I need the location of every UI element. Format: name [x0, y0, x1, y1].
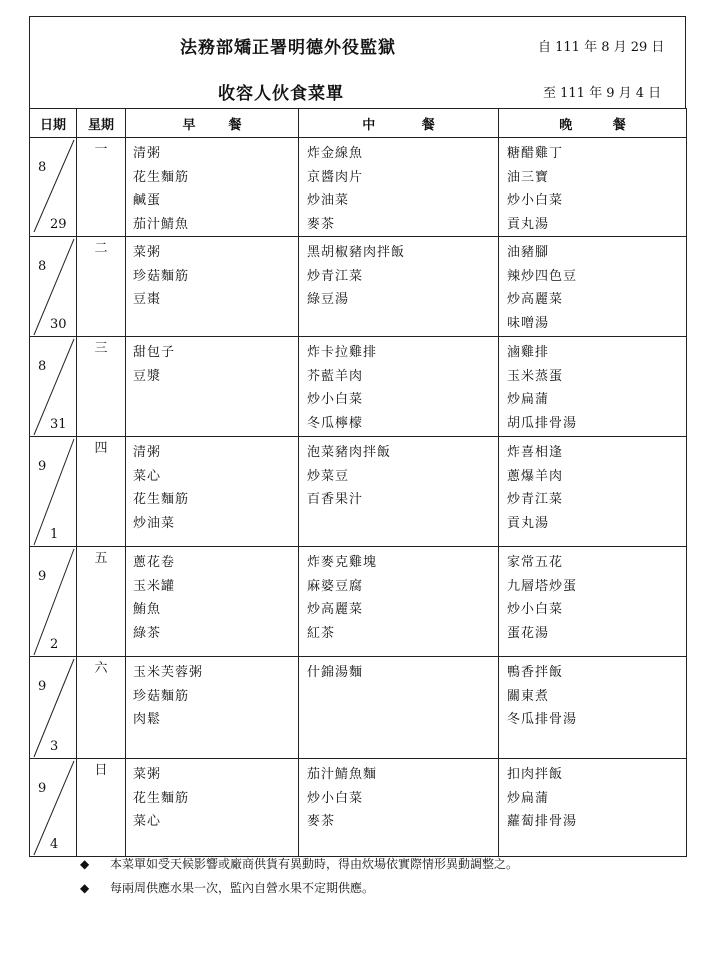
dish-item: 肉鬆: [133, 712, 162, 727]
date-month: 8: [38, 359, 47, 374]
col-lunch-header: [299, 109, 499, 138]
dish-item: 泡菜豬肉拌飯: [307, 445, 392, 460]
breakfast-cell: [126, 547, 299, 657]
date-cell: [30, 657, 77, 759]
weekday-cell: [77, 759, 126, 857]
weekday-cell: [77, 337, 126, 437]
dish-item: 炒高麗菜: [307, 602, 364, 617]
date-range-to: 至 111 年 9 月 4 日: [543, 86, 662, 101]
dish-item: 冬瓜檸檬: [307, 415, 364, 431]
breakfast-cell: [126, 437, 299, 547]
lunch-cell: [299, 237, 499, 337]
breakfast-header-char-1: 早: [182, 117, 196, 133]
date-day: 31: [50, 417, 67, 432]
dish-item: 炸卡拉雞排: [307, 345, 378, 360]
dinner-cell: [499, 237, 687, 337]
notes: [80, 852, 518, 900]
date-cell: [30, 437, 77, 547]
dish-item: 蘿蔔排骨湯: [507, 814, 578, 829]
lunch-cell: [299, 337, 499, 437]
dish-item: 貢丸湯: [507, 515, 550, 531]
day-row: [30, 138, 687, 237]
dish-item: 什錦湯麵: [307, 665, 364, 680]
dish-item: 綠茶: [133, 625, 162, 641]
date-day: 2: [50, 637, 59, 652]
dish-item: 炒高麗菜: [507, 292, 564, 307]
dinner-cell: [499, 437, 687, 547]
dish-item: 炒小白菜: [307, 790, 364, 806]
breakfast-cell: [126, 138, 299, 237]
dish-item: 蔥爆羊肉: [507, 468, 564, 484]
dish-item: 炸金線魚: [307, 146, 364, 161]
dish-item: 菜心: [133, 468, 162, 484]
col-breakfast-header: [126, 109, 299, 138]
dish-item: 糖醋雞丁: [507, 146, 564, 161]
weekday-cell: [77, 237, 126, 337]
dish-item: 炒青江菜: [507, 492, 564, 507]
dinner-cell: [499, 657, 687, 759]
dish-item: 京醬肉片: [307, 169, 364, 185]
weekday-cell: [77, 657, 126, 759]
dish-item: 綠豆湯: [307, 292, 350, 307]
dish-item: 玉米罐: [133, 578, 176, 594]
weekday-label: 三: [94, 341, 108, 356]
dish-item: 味噌湯: [507, 315, 550, 331]
breakfast-cell: [126, 237, 299, 337]
date-day: 3: [50, 739, 59, 754]
dinner-header-char-1: 晚: [559, 117, 573, 133]
dish-item: 麥茶: [307, 814, 336, 829]
dinner-cell: [499, 759, 687, 857]
date-month: 9: [38, 459, 47, 474]
dish-item: 蛋花湯: [507, 625, 550, 641]
note-item: [80, 876, 518, 900]
dish-item: 鹹蛋: [133, 193, 162, 208]
dish-item: 豆漿: [133, 368, 162, 384]
dish-item: 九層塔炒蛋: [507, 578, 578, 594]
date-cell: [30, 337, 77, 437]
dish-item: 炒油菜: [133, 515, 176, 531]
day-row: [30, 547, 687, 657]
dinner-header-char-2: 餐: [612, 117, 626, 133]
weekday-cell: [77, 138, 126, 237]
weekday-cell: [77, 437, 126, 547]
institution-title: 法務部矯正署明德外役監獄: [180, 38, 396, 58]
dinner-cell: [499, 337, 687, 437]
lunch-cell: [299, 547, 499, 657]
date-cell: [30, 237, 77, 337]
breakfast-cell: [126, 337, 299, 437]
dish-item: 紅茶: [307, 625, 336, 641]
dish-item: 麻婆豆腐: [307, 578, 364, 594]
dish-item: 炸喜相逢: [507, 445, 564, 460]
lunch-cell: [299, 138, 499, 237]
dinner-cell: [499, 547, 687, 657]
date-cell: [30, 759, 77, 857]
diamond-bullet-icon: ◆: [80, 857, 90, 871]
dish-item: 關東煮: [507, 688, 550, 704]
dish-item: 炒小白菜: [507, 602, 564, 617]
date-month: 9: [38, 569, 47, 584]
lunch-header-char-1: 中: [362, 117, 376, 133]
dish-item: 芥藍羊肉: [307, 368, 364, 384]
date-cell: [30, 138, 77, 237]
menu-header: [29, 16, 686, 108]
dish-item: 炒扁蒲: [507, 790, 550, 806]
lunch-cell: [299, 657, 499, 759]
dish-item: 蔥花卷: [133, 555, 176, 570]
date-day: 29: [50, 217, 67, 232]
dish-item: 甜包子: [133, 345, 176, 360]
date-month: 9: [38, 781, 47, 796]
dish-item: 珍菇麵筋: [133, 268, 190, 284]
day-row: [30, 657, 687, 759]
lunch-cell: [299, 759, 499, 857]
date-month: 9: [38, 679, 47, 694]
dish-item: 玉米芙蓉粥: [133, 665, 204, 680]
dish-item: 貢丸湯: [507, 216, 550, 232]
dish-item: 炸麥克雞塊: [307, 555, 378, 570]
dish-item: 冬瓜排骨湯: [507, 712, 578, 727]
col-dinner-header: [499, 109, 687, 138]
dish-item: 花生麵筋: [133, 169, 190, 185]
breakfast-cell: [126, 759, 299, 857]
weekday-label: 四: [94, 441, 108, 456]
date-range-from: 自 111 年 8 月 29 日: [538, 40, 665, 55]
dish-item: 家常五花: [507, 555, 564, 570]
date-day: 1: [50, 527, 59, 542]
menu-body: [30, 138, 687, 857]
dish-item: 玉米蒸蛋: [507, 368, 564, 384]
dish-item: 鮪魚: [133, 602, 162, 617]
dish-item: 麥茶: [307, 216, 336, 232]
note-text: 每兩周供應水果一次，監內自營水果不定期供應。: [110, 881, 375, 895]
dish-item: 茄汁鯖魚麵: [307, 767, 378, 782]
date-month: 8: [38, 160, 47, 175]
date-day: 4: [50, 837, 59, 852]
dish-item: 油豬腳: [507, 245, 550, 260]
dish-item: 花生麵筋: [133, 492, 190, 507]
dish-item: 珍菇麵筋: [133, 688, 190, 704]
weekday-label: 一: [94, 142, 108, 157]
lunch-header-char-2: 餐: [421, 117, 435, 133]
dish-item: 鴨香拌飯: [507, 665, 564, 680]
dish-item: 清粥: [133, 445, 162, 460]
weekday-label: 日: [94, 763, 108, 778]
dish-item: 清粥: [133, 146, 162, 161]
dish-item: 菜心: [133, 814, 162, 829]
dish-item: 菜粥: [133, 767, 162, 782]
weekday-label: 五: [94, 551, 108, 566]
note-text: 本菜單如受天候影響或廠商供貨有異動時，得由炊場依實際情形異動調整之。: [110, 857, 519, 871]
dish-item: 黑胡椒豬肉拌飯: [307, 245, 406, 260]
dish-item: 菜粥: [133, 245, 162, 260]
dish-item: 炒扁蒲: [507, 392, 550, 407]
dish-item: 辣炒四色豆: [507, 268, 578, 284]
dinner-cell: [499, 138, 687, 237]
menu-table: [29, 108, 687, 857]
date-month: 8: [38, 259, 47, 274]
lunch-cell: [299, 437, 499, 547]
col-weekday-header: 星期: [77, 109, 126, 138]
dish-item: 油三寶: [507, 169, 550, 185]
day-row: [30, 337, 687, 437]
breakfast-cell: [126, 657, 299, 759]
dish-item: 茄汁鯖魚: [133, 216, 190, 232]
note-item: [80, 852, 518, 876]
dish-item: 炒小白菜: [307, 392, 364, 407]
weekday-cell: [77, 547, 126, 657]
dish-item: 滷雞排: [507, 345, 550, 360]
dish-item: 百香果汁: [307, 492, 364, 507]
header-row: [30, 109, 687, 138]
day-row: [30, 437, 687, 547]
weekday-label: 六: [94, 661, 108, 676]
dish-item: 花生麵筋: [133, 790, 190, 806]
dish-item: 豆棗: [133, 292, 162, 307]
date-cell: [30, 547, 77, 657]
day-row: [30, 759, 687, 857]
day-row: [30, 237, 687, 337]
breakfast-header-char-2: 餐: [228, 117, 242, 133]
dish-item: 炒青江菜: [307, 268, 364, 284]
dish-item: 炒小白菜: [507, 193, 564, 208]
dish-item: 炒油菜: [307, 193, 350, 208]
diamond-bullet-icon: ◆: [80, 881, 90, 895]
dish-item: 胡瓜排骨湯: [507, 415, 578, 431]
dish-item: 炒菜豆: [307, 468, 350, 484]
menu-title: 收容人伙食菜單: [218, 84, 344, 104]
col-date-header: 日期: [30, 109, 77, 138]
dish-item: 扣肉拌飯: [507, 767, 564, 782]
date-day: 30: [50, 317, 67, 332]
weekday-label: 二: [94, 241, 108, 256]
